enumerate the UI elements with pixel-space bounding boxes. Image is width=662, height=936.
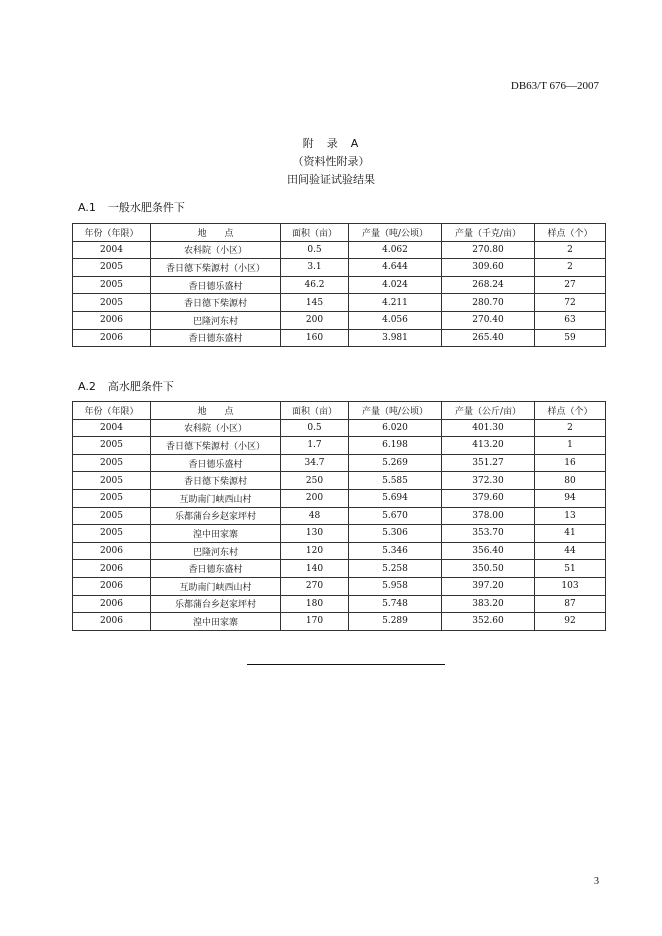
table-row [73,259,606,277]
table-row [73,294,606,312]
cell-yield-t-ha: 5.670 [349,507,442,525]
cell-yield-kg-mu: 270.80 [442,241,535,259]
cell-year: 2006 [73,560,151,578]
cell-location: 互助南门峡西山村 [151,577,281,595]
cell-samples: 13 [535,507,606,525]
cell-yield-kg-mu: 356.40 [442,542,535,560]
cell-yield-kg-mu: 413.20 [442,437,535,455]
cell-area: 120 [281,542,349,560]
cell-area: 48 [281,507,349,525]
appendix-name: 田间验证试验结果 [287,173,375,186]
cell-samples: 2 [535,241,606,259]
cell-yield-t-ha: 4.056 [349,311,442,329]
table-row [73,437,606,455]
cell-yield-t-ha: 5.958 [349,577,442,595]
cell-yield-kg-mu: 383.20 [442,595,535,613]
header-yield-t-ha: 产量（吨/公顷） [349,402,442,420]
cell-year: 2004 [73,241,151,259]
cell-samples: 44 [535,542,606,560]
cell-area: 250 [281,472,349,490]
cell-year: 2005 [73,454,151,472]
cell-yield-t-ha: 5.258 [349,560,442,578]
cell-yield-t-ha: 5.306 [349,525,442,543]
cell-yield-t-ha: 5.289 [349,613,442,631]
cell-yield-kg-mu: 350.50 [442,560,535,578]
section-number: A.2 [78,380,96,393]
cell-area: 34.7 [281,454,349,472]
cell-area: 270 [281,577,349,595]
cell-samples: 27 [535,276,606,294]
cell-yield-t-ha: 5.694 [349,489,442,507]
cell-year: 2005 [73,525,151,543]
table-normal-fertility [72,223,606,347]
table-row [73,542,606,560]
cell-yield-kg-mu: 309.60 [442,259,535,277]
cell-location: 湟中田家寨 [151,525,281,543]
cell-year: 2005 [73,489,151,507]
cell-location: 香日德下柴源村 [151,294,281,312]
cell-yield-t-ha: 5.269 [349,454,442,472]
table-row [73,276,606,294]
cell-yield-kg-mu: 352.60 [442,613,535,631]
cell-samples: 2 [535,259,606,277]
header-year: 年份（年限） [73,402,151,420]
cell-area: 1.7 [281,437,349,455]
cell-yield-t-ha: 4.062 [349,241,442,259]
cell-yield-t-ha: 5.748 [349,595,442,613]
cell-samples: 59 [535,329,606,347]
cell-year: 2005 [73,259,151,277]
cell-samples: 16 [535,454,606,472]
header-area: 面积（亩） [281,402,349,420]
cell-location: 巴隆河东村 [151,542,281,560]
cell-location: 湟中田家寨 [151,613,281,631]
cell-yield-t-ha: 4.211 [349,294,442,312]
table-row [73,613,606,631]
cell-year: 2005 [73,276,151,294]
table-row [73,419,606,437]
cell-location: 香日德下柴源村 [151,472,281,490]
table-row [73,525,606,543]
section-a2-heading [78,378,174,394]
cell-yield-t-ha: 6.020 [349,419,442,437]
table-row [73,489,606,507]
standard-number: DB63/T 676—2007 [510,80,599,92]
cell-location: 香日德下柴源村（小区） [151,437,281,455]
cell-location: 乐都蒲台乡赵家坪村 [151,507,281,525]
cell-yield-t-ha: 3.981 [349,329,442,347]
appendix-title: 附 录 A [302,137,360,150]
cell-yield-kg-mu: 372.30 [442,472,535,490]
table-row [73,595,606,613]
header-yield-kg-mu: 产量（千克/亩） [442,224,535,242]
table-header-row [73,224,606,242]
cell-year: 2005 [73,472,151,490]
cell-samples: 94 [535,489,606,507]
cell-location: 香日德乐盛村 [151,276,281,294]
cell-yield-kg-mu: 397.20 [442,577,535,595]
cell-yield-t-ha: 5.346 [349,542,442,560]
cell-samples: 103 [535,577,606,595]
cell-year: 2006 [73,613,151,631]
cell-area: 140 [281,560,349,578]
cell-yield-t-ha: 4.024 [349,276,442,294]
cell-samples: 51 [535,560,606,578]
cell-area: 3.1 [281,259,349,277]
cell-samples: 41 [535,525,606,543]
cell-year: 2006 [73,595,151,613]
table-row [73,311,606,329]
cell-area: 0.5 [281,419,349,437]
cell-area: 180 [281,595,349,613]
cell-area: 0.5 [281,241,349,259]
cell-year: 2005 [73,507,151,525]
cell-year: 2006 [73,577,151,595]
cell-samples: 92 [535,613,606,631]
cell-samples: 1 [535,437,606,455]
header-area: 面积（亩） [281,224,349,242]
table-row [73,472,606,490]
header-year: 年份（年限） [73,224,151,242]
cell-yield-kg-mu: 265.40 [442,329,535,347]
cell-year: 2005 [73,294,151,312]
cell-area: 46.2 [281,276,349,294]
cell-location: 互助南门峡西山村 [151,489,281,507]
cell-samples: 80 [535,472,606,490]
table-row [73,577,606,595]
cell-year: 2006 [73,329,151,347]
table-high-fertility [72,401,606,631]
cell-samples: 87 [535,595,606,613]
cell-year: 2005 [73,437,151,455]
cell-location: 香日德东盛村 [151,560,281,578]
cell-yield-kg-mu: 351.27 [442,454,535,472]
cell-area: 200 [281,489,349,507]
cell-samples: 72 [535,294,606,312]
table-row [73,507,606,525]
cell-samples: 63 [535,311,606,329]
header-yield-t-ha: 产量（吨/公顷） [349,224,442,242]
cell-yield-kg-mu: 378.00 [442,507,535,525]
cell-yield-kg-mu: 353.70 [442,525,535,543]
cell-area: 200 [281,311,349,329]
cell-location: 香日德下柴源村（小区） [151,259,281,277]
table-row [73,560,606,578]
cell-yield-t-ha: 5.585 [349,472,442,490]
table-header-row [73,402,606,420]
header-location: 地 点 [151,224,281,242]
page-number: 3 [594,876,599,887]
header-yield-kg-mu: 产量（公斤/亩） [442,402,535,420]
end-of-appendix-rule [247,664,445,665]
cell-yield-kg-mu: 401.30 [442,419,535,437]
cell-area: 145 [281,294,349,312]
cell-samples: 2 [535,419,606,437]
section-a1-heading [78,199,185,215]
cell-yield-t-ha: 6.198 [349,437,442,455]
header-samples: 样点（个） [535,224,606,242]
cell-year: 2006 [73,542,151,560]
cell-location: 农科院（小区） [151,241,281,259]
section-title: 高水肥条件下 [107,380,174,393]
cell-location: 巴隆河东村 [151,311,281,329]
cell-area: 130 [281,525,349,543]
cell-location: 香日德乐盛村 [151,454,281,472]
cell-yield-kg-mu: 268.24 [442,276,535,294]
cell-location: 香日德东盛村 [151,329,281,347]
section-number: A.1 [78,201,96,214]
cell-location: 乐都蒲台乡赵家坪村 [151,595,281,613]
header-location: 地 点 [151,402,281,420]
table-row [73,241,606,259]
header-samples: 样点（个） [535,402,606,420]
cell-area: 170 [281,613,349,631]
table-row [73,454,606,472]
cell-yield-kg-mu: 270.40 [442,311,535,329]
cell-location: 农科院（小区） [151,419,281,437]
cell-year: 2004 [73,419,151,437]
appendix-subtitle: （资料性附录） [292,155,370,168]
cell-area: 160 [281,329,349,347]
cell-yield-kg-mu: 280.70 [442,294,535,312]
cell-yield-t-ha: 4.644 [349,259,442,277]
cell-year: 2006 [73,311,151,329]
table-row [73,329,606,347]
section-title: 一般水肥条件下 [107,201,185,214]
cell-yield-kg-mu: 379.60 [442,489,535,507]
